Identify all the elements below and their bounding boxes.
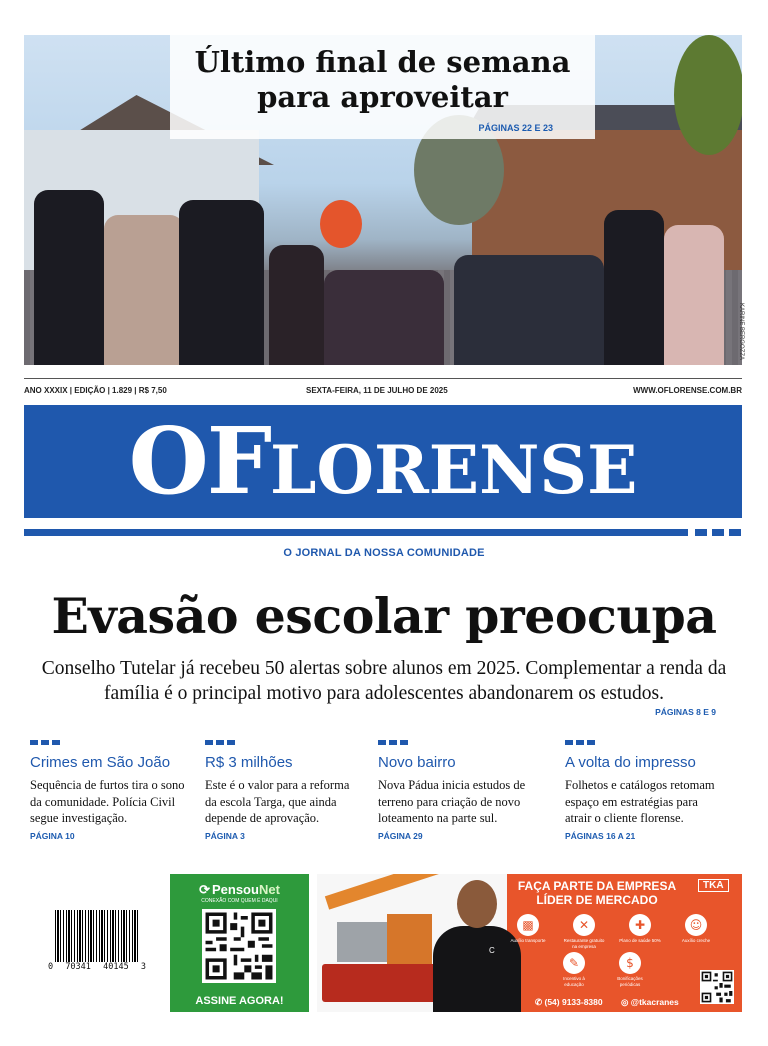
tka-contact [535,997,695,1008]
teaser-page: PÁGINA 3 [205,830,245,841]
teaser-body: Nova Pádua inicia estudos de terreno para criação de novo loteamento na parte sul. [378,778,526,825]
teaser-print-return[interactable] [565,740,723,841]
teaser-crimes[interactable] [30,740,188,841]
masthead-square [695,529,707,536]
photo-credit: KARINE BERGOZZA [738,303,744,361]
teaser-title: A volta do impresso [565,754,696,771]
newspaper-logo: OFLORENSE [128,407,638,515]
photo-palm [674,35,742,155]
photo-crowd [324,270,444,365]
teaser-title: Crimes em São João [30,754,171,771]
teaser-title: Novo bairro [378,754,456,771]
whatsapp-contact[interactable]: ✆ (54) 9133-8380 [535,997,603,1007]
teaser-body: Sequência de furtos tira o sono da comunidade. Polícia Civil segue investigação. [30,778,185,825]
benefit-restaurant: ✕ Restaurante gratuito na empresa [563,914,605,949]
edition-info-bar [24,378,742,404]
main-story-pages: PÁGINAS 8 E 9 [655,707,716,717]
education-icon: ✎ [563,952,585,974]
website-link[interactable]: WWW.OFLORENSE.COM.BR [633,386,742,395]
tka-job-ad[interactable] [317,874,742,1012]
issue-date: SEXTA-FEIRA, 11 DE JULHO DE 2025 [306,386,448,395]
benefit-health: ✚ Plano de saúde 50% [619,914,661,949]
tka-logo: TKA [698,879,729,892]
pensounet-ad[interactable] [170,874,309,1012]
photo-crowd [179,200,264,365]
masthead-rule [24,529,688,536]
section-marks [565,740,723,745]
benefit-bonus: $ Bonificações periódicas [609,952,651,987]
baby-icon: ☺ [685,914,707,936]
teaser-title: R$ 3 milhões [205,754,293,771]
benefit-daycare: ☺ Auxílio creche [675,914,717,949]
main-subheadline: Conselho Tutelar já recebeu 50 alertas sobre alunos em 2025. Complementar a renda da família é o principal motivo para adolescentes abandonarem os estudos. [41,658,727,704]
teaser-body: Folhetos e catálogos retomam espaço em estratégias para atrair o cliente florense. [565,778,715,825]
pensounet-slogan: CONEXÃO COM QUEM É DAQUI [201,898,278,904]
health-plan-icon: ✚ [629,914,651,936]
barcode [55,910,139,962]
photo-crowd [34,190,104,365]
section-marks [30,740,188,745]
barcode-number: 0 70341 40145 3 [48,962,146,972]
bonus-icon: $ [619,952,641,974]
photo-crowd [664,225,724,365]
top-story-pages: PÁGINAS 22 E 23 [478,123,553,133]
photo-balloon [320,200,362,248]
benefits-row [507,914,717,949]
masthead [24,405,742,518]
subscribe-cta[interactable]: ASSINE AGORA! [195,995,284,1007]
teaser-new-neighborhood[interactable] [378,740,536,841]
pensounet-logo: ⟳ PensouNet [199,882,280,897]
section-marks [205,740,363,745]
teaser-body: Este é o valor para a reforma da escola Targa, que ainda depende de aprovação. [205,778,350,825]
teaser-page: PÁGINA 10 [30,830,75,841]
benefit-education: ✎ Incentivo à educação [553,952,595,987]
bus-icon: ▩ [517,914,539,936]
wifi-icon: ⟳ [199,882,210,897]
tagline: O JORNAL DA NOSSA COMUNIDADE [283,547,485,559]
restaurant-icon: ✕ [573,914,595,936]
teaser-reform[interactable] [205,740,363,841]
top-story-headline: Último final de semana para aproveitar [194,45,571,114]
instagram-contact[interactable]: ◎ @tkacranes [621,997,679,1007]
photo-crowd [454,255,604,365]
teaser-page: PÁGINA 29 [378,830,423,841]
section-marks [378,740,536,745]
photo-crowd [269,245,324,365]
masthead-square [729,529,741,536]
shirt-logo-icon: C [489,946,495,955]
teaser-page: PÁGINAS 16 A 21 [565,830,636,841]
top-story-box[interactable] [170,35,595,139]
benefit-transport: ▩ Auxílio transporte [507,914,549,949]
qr-code-icon[interactable] [700,970,734,1004]
photo-crowd [604,210,664,365]
qr-code-icon[interactable] [202,909,276,983]
benefits-row [553,952,651,987]
crane-illustration [387,914,432,969]
main-headline[interactable]: Evasão escolar preocupa [51,587,717,645]
edition-info: ANO XXXIX | EDIÇÃO | 1.829 | R$ 7,50 [24,386,167,395]
photo-crowd [104,215,184,365]
masthead-square [712,529,724,536]
tka-headline: FAÇA PARTE DA EMPRESA LÍDER DE MERCADO [517,879,677,907]
